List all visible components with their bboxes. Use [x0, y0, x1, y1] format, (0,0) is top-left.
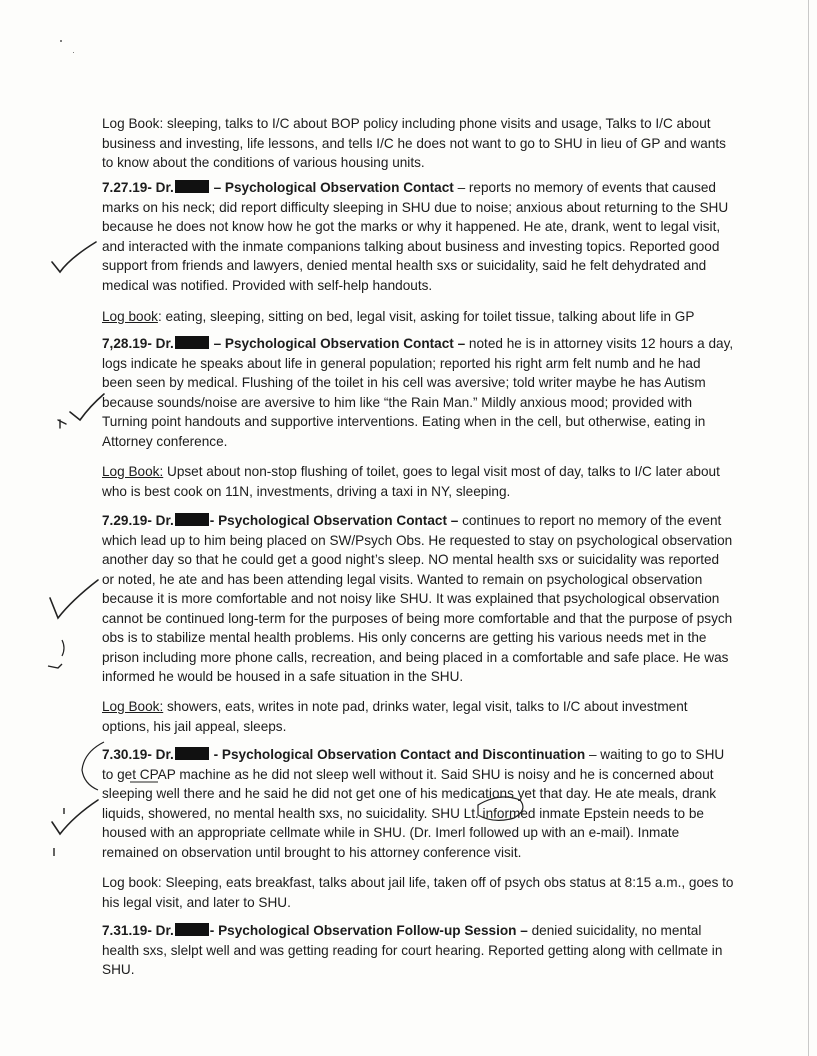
note-date: 7.27.19- Dr.	[102, 180, 174, 195]
entry-text: noted he is in attorney visits 12 hours a day, logs indicate he speaks about life in general population; reported his right arm felt numb and he had been seen by medical. Flushing of the toilet in his cell was aversive; told writer maybe he has Autism because sounds/noise are aversive to him like “the Rain Man.” Mildly anxious mood; provided with Turning point handouts and supportive interventions. Eating when in the cell, but otherwise, eating in Attorney conference.	[102, 336, 734, 449]
entry-text: showers, eats, writes in note pad, drinks water, legal visit, talks to I/C about investment options, his jail appeal, sleeps.	[102, 699, 688, 734]
entry-text: denied suicidality, no mental health sxs, slelpt well and was getting reading for court hearing. Reported getting along with cellmate in SHU.	[102, 923, 723, 977]
handwritten-bracket	[82, 742, 104, 790]
redaction-box	[175, 747, 209, 760]
log-book-label: Log Book:	[102, 699, 164, 714]
handwritten-mark	[58, 420, 66, 428]
handwritten-checkmark	[70, 394, 104, 420]
observation-note	[102, 921, 734, 980]
redaction-box	[175, 923, 209, 936]
log-book-label: Log Book:	[102, 464, 164, 479]
note-date: 7.31.19- Dr.	[102, 923, 174, 938]
log-book-entry	[102, 697, 734, 736]
note-date: 7.30.19- Dr.	[102, 747, 174, 762]
scan-speck	[60, 40, 62, 42]
handwritten-checkmark	[50, 580, 98, 618]
entry-text: sleeping, talks to I/C about BOP policy including phone visits and usage, Talks to I/C about business and investing, life lessons, and tells I/C he does not want to go to SHU in lieu of GP and wants to know about the conditions of various housing units.	[102, 116, 726, 170]
redaction-box	[175, 513, 209, 526]
note-title: – Psychological Observation Contact	[209, 180, 454, 195]
handwritten-checkmark	[52, 800, 98, 834]
handwritten-mark	[48, 664, 62, 668]
redaction-box	[175, 180, 209, 193]
entry-text: – waiting to go to SHU to get CPAP machine as he did not sleep well without it. Said SHU is noisy and he is concerned about sleeping well there and he said he did not get one of his medications yet that day. He ate meals, drank liquids, showered, no mental health sxs, no suicidality. SHU Lt. informed inmate Epstein needs to be housed with an appropriate cellmate while in SHU. (Dr. Imerl followed up with an e-mail). Inmate remained on observation until brought to his attorney conference visit.	[102, 747, 725, 860]
log-book-entry	[102, 873, 734, 912]
observation-note	[102, 178, 734, 295]
log-book-label: Log book:	[102, 875, 162, 890]
handwritten-mark	[54, 808, 64, 856]
entry-text: Upset about non-stop flushing of toilet, goes to legal visit most of day, talks to I/C later about who is best cook on 11N, investments, driving a taxi in NY, sleeping.	[102, 464, 720, 499]
observation-note	[102, 745, 734, 862]
entry-text: Sleeping, eats breakfast, talks about jail life, taken off of psych obs status at 8:15 a.m., goes to his legal visit, and later to SHU.	[102, 875, 734, 910]
handwritten-checkmark	[52, 242, 96, 272]
observation-note	[102, 511, 734, 687]
log-book-entry	[102, 307, 734, 327]
entry-text: continues to report no memory of the event which lead up to him being placed on SW/Psych Obs. He requested to stay on psychological observation another day so that he could get a good night’s sleep. NO mental health sxs or suicidality was reported or noted, he ate and has been attending legal visits. Wanted to remain on psychological observation because it is more comfortable and not noisy like SHU. It was explained that psychological observation cannot be continued long-term for the purposes of being more comfortable and that the purpose of psych obs is to stabilize mental health problems. His only concerns are getting his various needs met in the prison including more phone calls, recreation, and being placed in a comfortable and safe place. He was informed he would be housed in a safe situation in the SHU.	[102, 513, 733, 684]
log-book-label: Log book	[102, 309, 158, 324]
note-title: - Psychological Observation Follow-up Session –	[209, 923, 528, 938]
note-title: - Psychological Observation Contact –	[209, 513, 459, 528]
scan-speck	[73, 52, 74, 53]
handwritten-mark	[62, 640, 64, 656]
note-date: 7,28.19- Dr.	[102, 336, 174, 351]
note-title: - Psychological Observation Contact and Discontinuation	[209, 747, 586, 762]
entry-text: – reports no memory of events that caused marks on his neck; did report difficulty sleeping in SHU due to noise; anxious about returning to the SHU because he does not know how he got the marks or why it happened. He ate, drank, went to legal visit, and interacted with the inmate companions talking about business and investing topics. Reported good support from friends and lawyers, denied mental health sxs or suicidality, said he felt dehydrated and medical was notified. Provided with self-help handouts.	[102, 180, 729, 293]
entry-text: : eating, sleeping, sitting on bed, legal visit, asking for toilet tissue, talking about life in GP	[157, 309, 695, 324]
log-book-entry	[102, 114, 734, 173]
note-date: 7.29.19- Dr.	[102, 513, 174, 528]
note-title: – Psychological Observation Contact –	[209, 336, 466, 351]
observation-note	[102, 334, 734, 451]
redaction-box	[175, 336, 209, 349]
log-book-entry	[102, 462, 734, 501]
log-book-label: Log Book:	[102, 116, 164, 131]
page-edge	[808, 0, 809, 1056]
